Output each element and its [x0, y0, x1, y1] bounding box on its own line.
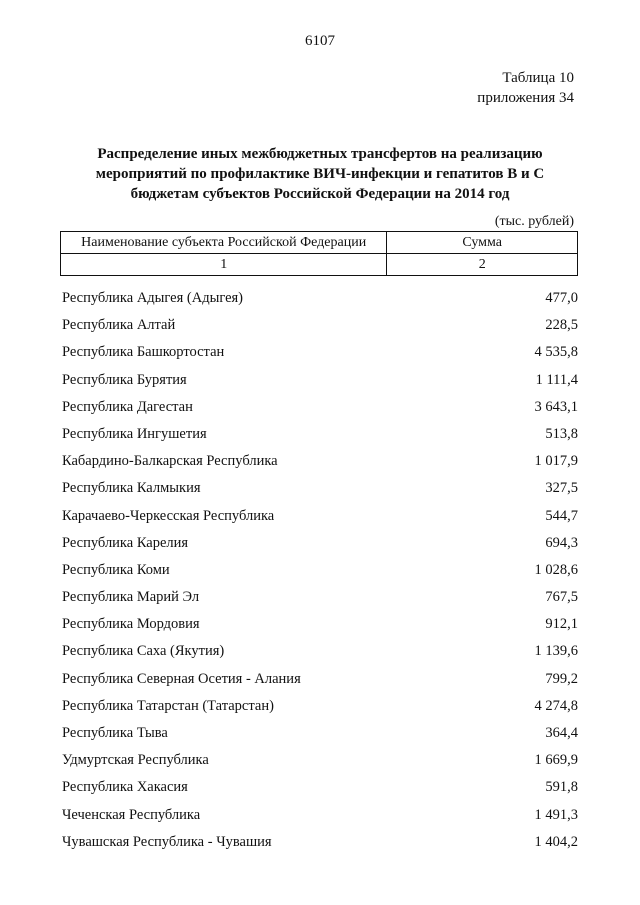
table-row	[62, 422, 578, 449]
region-name: Республика Бурятия	[62, 371, 187, 388]
region-name: Республика Хакасия	[62, 779, 188, 796]
table-row	[62, 286, 578, 313]
region-amount: 694,3	[545, 534, 578, 551]
table-row	[62, 748, 578, 775]
region-name: Республика Татарстан (Татарстан)	[62, 697, 274, 714]
column-number-1: 1	[61, 254, 387, 276]
region-amount: 364,4	[545, 725, 578, 741]
table-row	[62, 830, 578, 857]
region-name: Республика Ингушетия	[62, 425, 207, 442]
header-numbers-row	[61, 254, 578, 276]
region-name: Карачаево-Черкесская Республика	[62, 507, 275, 524]
table-row	[62, 667, 578, 694]
column-header-name: Наименование субъекта Российской Федерации	[61, 232, 387, 254]
table-row	[62, 449, 578, 476]
table-row	[62, 340, 578, 367]
table-row	[62, 531, 578, 558]
column-header-sum: Сумма	[387, 232, 578, 254]
region-amount: 767,5	[545, 589, 578, 606]
region-name: Республика Башкортостан	[62, 344, 225, 361]
region-name: Республика Дагестан	[62, 398, 193, 415]
region-amount: 1 491,3	[534, 806, 578, 823]
region-name: Республика Мордовия	[62, 616, 200, 633]
table-reference-line2: приложения 34	[477, 90, 574, 106]
region-amount: 3 643,1	[534, 398, 578, 415]
region-name: Удмуртская Республика	[62, 752, 209, 769]
region-amount: 1 111,4	[535, 371, 578, 388]
table-row	[62, 395, 578, 422]
region-amount: 4 535,8	[534, 344, 578, 361]
region-name: Республика Коми	[62, 561, 170, 578]
region-name: Республика Алтай	[62, 317, 176, 334]
region-name: Республика Карелия	[62, 534, 189, 551]
region-name: Республика Марий Эл	[62, 589, 200, 606]
region-name: Чувашская Республика - Чувашия	[62, 833, 272, 850]
region-amount: 4 274,8	[534, 697, 578, 714]
region-amount: 544,7	[545, 507, 578, 524]
table-row	[62, 639, 578, 666]
region-amount: 591,8	[545, 779, 578, 796]
region-amount: 327,5	[545, 480, 578, 497]
region-name: Республика Саха (Якутия)	[62, 643, 225, 660]
region-name: Республика Северная Осетия - Алания	[62, 670, 301, 687]
table-row	[62, 368, 578, 395]
region-name: Чеченская Республика	[62, 806, 201, 823]
region-amount: 513,8	[545, 425, 578, 442]
table-reference	[477, 68, 574, 108]
region-amount: 1 028,6	[534, 561, 578, 578]
table-row	[62, 803, 578, 830]
table-row	[62, 504, 578, 531]
header-labels-row	[61, 232, 578, 254]
region-amount: 912,1	[545, 616, 578, 633]
document-title	[60, 144, 580, 204]
region-amount: 799,2	[545, 670, 578, 687]
region-name: Республика Тыва	[62, 725, 168, 741]
table-row	[62, 612, 578, 639]
region-name: Республика Калмыкия	[62, 480, 201, 497]
table-row	[62, 476, 578, 503]
table-row	[62, 558, 578, 585]
region-amount: 228,5	[545, 317, 578, 334]
region-amount: 1 669,9	[534, 752, 578, 769]
region-amount: 477,0	[545, 290, 578, 306]
region-name: Кабардино-Балкарская Республика	[62, 453, 278, 470]
region-amount: 1 404,2	[534, 833, 578, 850]
title-line2: мероприятий по профилактике ВИЧ-инфекции и гепатитов В и С	[95, 166, 545, 182]
table-row	[62, 585, 578, 612]
table-row	[62, 313, 578, 340]
title-line1: Распределение иных межбюджетных трансфертов на реализацию	[97, 146, 543, 162]
region-amount: 1 017,9	[534, 453, 578, 470]
page-number: 6107	[305, 33, 335, 49]
column-number-2: 2	[387, 254, 578, 276]
table-header	[60, 231, 578, 276]
table-row	[62, 775, 578, 802]
title-line3: бюджетам субъектов Российской Федерации на 2014 год	[130, 186, 510, 202]
table-body	[62, 286, 578, 857]
table-row	[62, 694, 578, 721]
units-label: (тыс. рублей)	[494, 214, 574, 229]
region-name: Республика Адыгея (Адыгея)	[62, 290, 244, 306]
region-amount: 1 139,6	[534, 643, 578, 660]
table-row	[62, 721, 578, 748]
table-reference-line1: Таблица 10	[502, 70, 574, 86]
